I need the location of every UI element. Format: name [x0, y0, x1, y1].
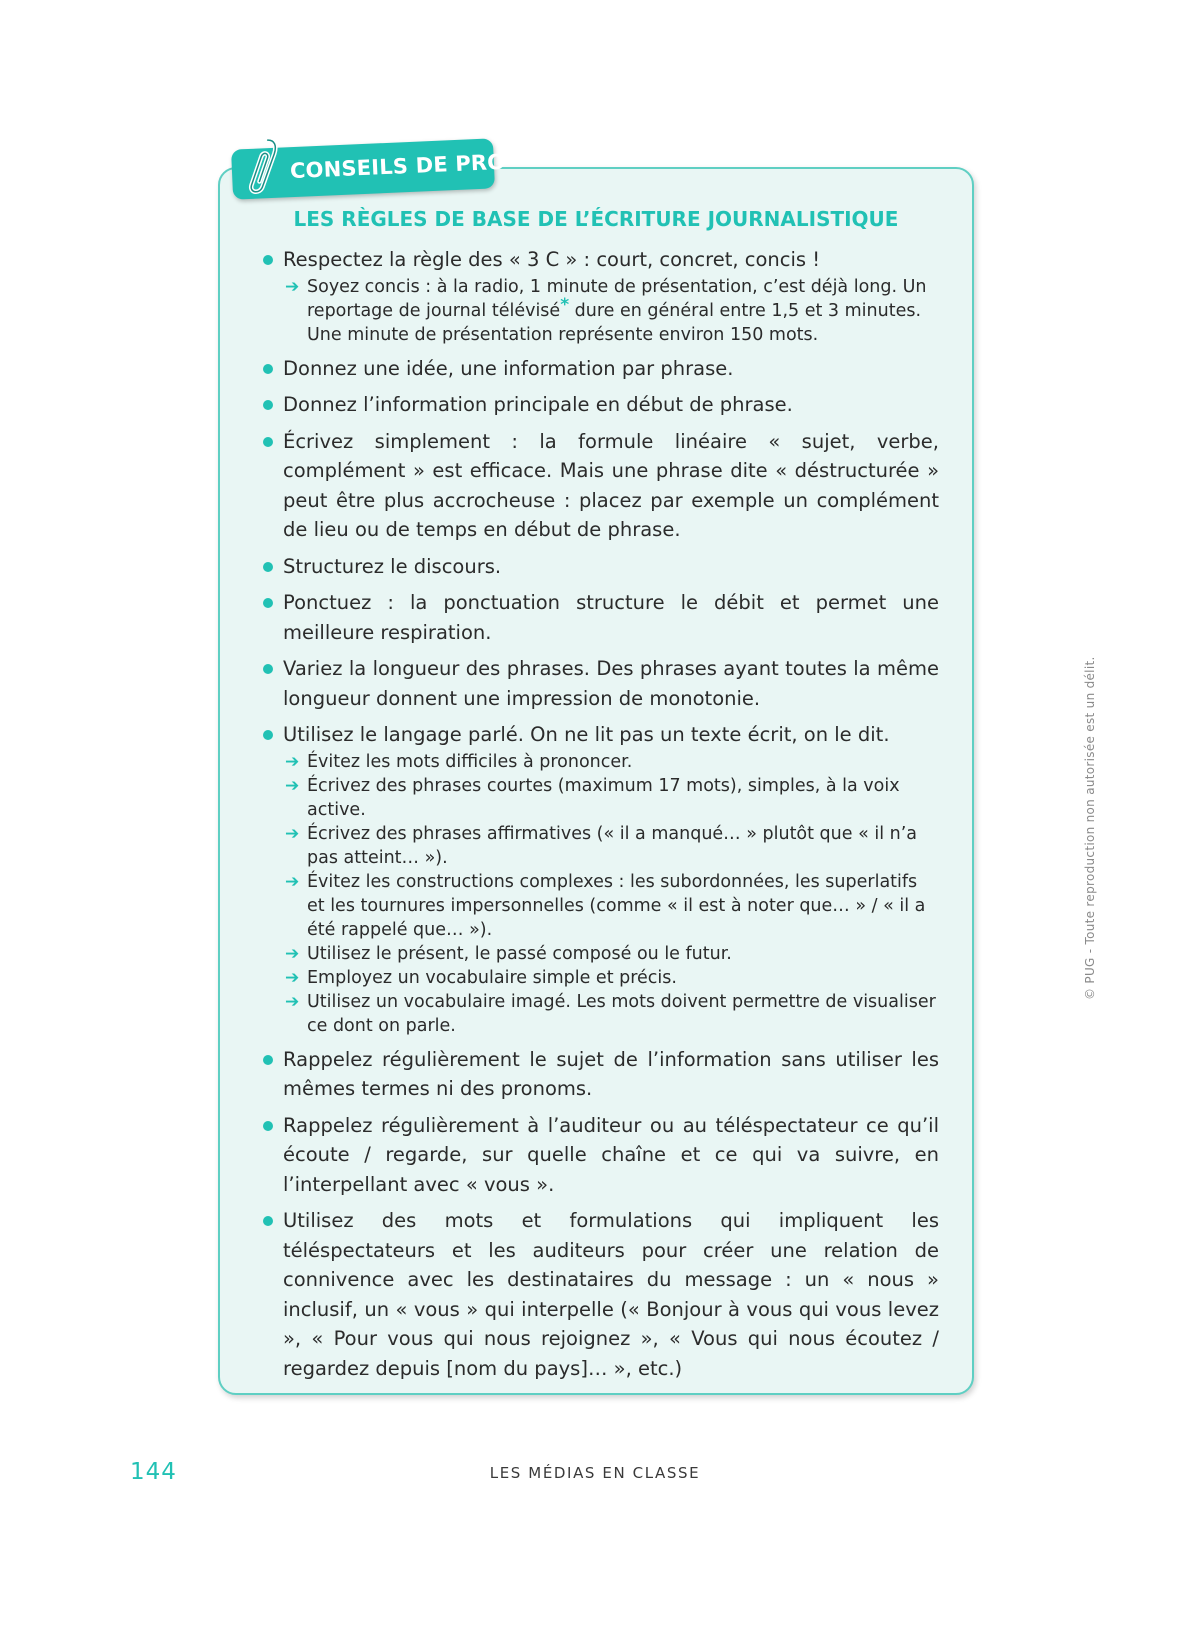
sub-item-text-continued: dure en général entre 1,5 et 3 minutes. Une minute de présentation représente environ 150 mots. [307, 300, 922, 345]
bullet-icon [263, 598, 273, 608]
arrow-right-icon: ➔ [285, 967, 300, 988]
list-item [263, 354, 939, 384]
list-item [263, 1045, 939, 1104]
list-item-text: Donnez l’information principale en début de phrase. [283, 393, 793, 416]
arrow-right-icon: ➔ [285, 991, 300, 1012]
list-item [263, 1206, 939, 1383]
list-item [263, 654, 939, 713]
paperclip-icon [240, 133, 287, 199]
list-item [263, 390, 939, 420]
sub-item-text: Évitez les constructions complexes : les subordonnées, les superlatifs et les tournures impersonnelles (comme « il est à noter que… » / « il a été rappelé que… »). [307, 871, 926, 940]
sub-list [283, 275, 939, 347]
list-item-text: Utilisez des mots et formulations qui impliquent les téléspectateurs et les auditeurs pour créer une relation de connivence avec les destinataires du message : un « nous » inclusif, un « vous » qui interpelle (« Bonjour à vous qui vous levez », « Pour vous qui nous rejoignez », « Vous qui nous écoutez / regardez depuis [nom du pays]… », etc.) [283, 1209, 939, 1380]
sub-list [283, 750, 939, 1038]
list-item [263, 720, 939, 1038]
sub-item [283, 750, 939, 774]
list-item-text: Ponctuez : la ponctuation structure le débit et permet une meilleure respiration. [283, 591, 939, 644]
sub-item-text: Utilisez le présent, le passé composé ou le futur. [307, 943, 732, 964]
list-item-text: Écrivez simplement : la formule linéaire « sujet, verbe, complément » est efficace. Mais une phrase dite « déstructurée » peut être plus accrocheuse : placez par exemple un complément de lieu ou de temps en début de phrase. [283, 429, 939, 541]
sub-item [283, 870, 939, 942]
list-item [263, 245, 939, 347]
list-item [263, 427, 939, 545]
footer-title: LES MÉDIAS EN CLASSE [489, 1464, 701, 1482]
list-item-text: Respectez la règle des « 3 C » : court, concret, concis ! [283, 248, 821, 271]
arrow-right-icon: ➔ [285, 871, 300, 892]
sub-item [283, 275, 939, 347]
sub-item-text: Soyez concis : à la radio, 1 minute de présentation, c’est déjà long. Un reportage de journal télévisé [307, 276, 927, 321]
rules-list [263, 245, 939, 1390]
sub-item [283, 990, 939, 1038]
bullet-icon [263, 1216, 273, 1226]
list-item-text: Utilisez le langage parlé. On ne lit pas un texte écrit, on le dit. [283, 723, 890, 746]
list-item-text: Rappelez régulièrement à l’auditeur ou au téléspectateur ce qu’il écoute / regarde, sur quelle chaîne et ce qui va suivre, en l’interpellant avec « vous ». [283, 1113, 939, 1196]
bullet-icon [263, 400, 273, 410]
list-item-text: Donnez une idée, une information par phrase. [283, 356, 734, 380]
arrow-right-icon: ➔ [285, 823, 300, 844]
bullet-icon [263, 562, 273, 572]
page-number: 144 [130, 1459, 177, 1485]
arrow-right-icon: ➔ [285, 775, 300, 796]
sub-item [283, 822, 939, 870]
sub-item [283, 774, 939, 822]
list-item [263, 588, 939, 647]
bullet-icon [263, 730, 273, 740]
list-item-text: Structurez le discours. [283, 554, 502, 578]
sub-item [283, 966, 939, 990]
arrow-right-icon: ➔ [285, 943, 300, 964]
sub-item-text: Évitez les mots difficiles à prononcer. [307, 751, 633, 772]
copyright-note: © PUG - Toute reproduction non autorisée est un délit. [1083, 656, 1097, 1000]
section-tab-label: CONSEILS DE PRO [289, 149, 506, 184]
bullet-icon [263, 1055, 273, 1065]
bullet-icon [263, 437, 273, 447]
list-item [263, 1111, 939, 1200]
sub-item-text: Écrivez des phrases courtes (maximum 17 mots), simples, à la voix active. [307, 775, 900, 820]
list-item-text: Rappelez régulièrement le sujet de l’information sans utiliser les mêmes termes ni des pronoms. [283, 1047, 939, 1100]
bullet-icon [263, 664, 273, 674]
arrow-right-icon: ➔ [285, 276, 300, 297]
sub-item [283, 942, 939, 966]
arrow-right-icon: ➔ [285, 751, 300, 772]
sub-item-text: Écrivez des phrases affirmatives (« il a manqué… » plutôt que « il n’a pas atteint… »). [307, 823, 918, 868]
box-title: LES RÈGLES DE BASE DE L’ÉCRITURE JOURNALISTIQUE [293, 207, 899, 231]
glossary-asterisk: * [560, 294, 570, 315]
sub-item-text: Employez un vocabulaire simple et précis. [307, 967, 677, 988]
bullet-icon [263, 1121, 273, 1131]
bullet-icon [263, 255, 273, 265]
bullet-icon [263, 364, 273, 374]
list-item [263, 552, 939, 582]
list-item-text: Variez la longueur des phrases. Des phrases ayant toutes la même longueur donnent une impression de monotonie. [283, 657, 939, 710]
sub-item-text: Utilisez un vocabulaire imagé. Les mots doivent permettre de visualiser ce dont on parle. [307, 991, 936, 1036]
